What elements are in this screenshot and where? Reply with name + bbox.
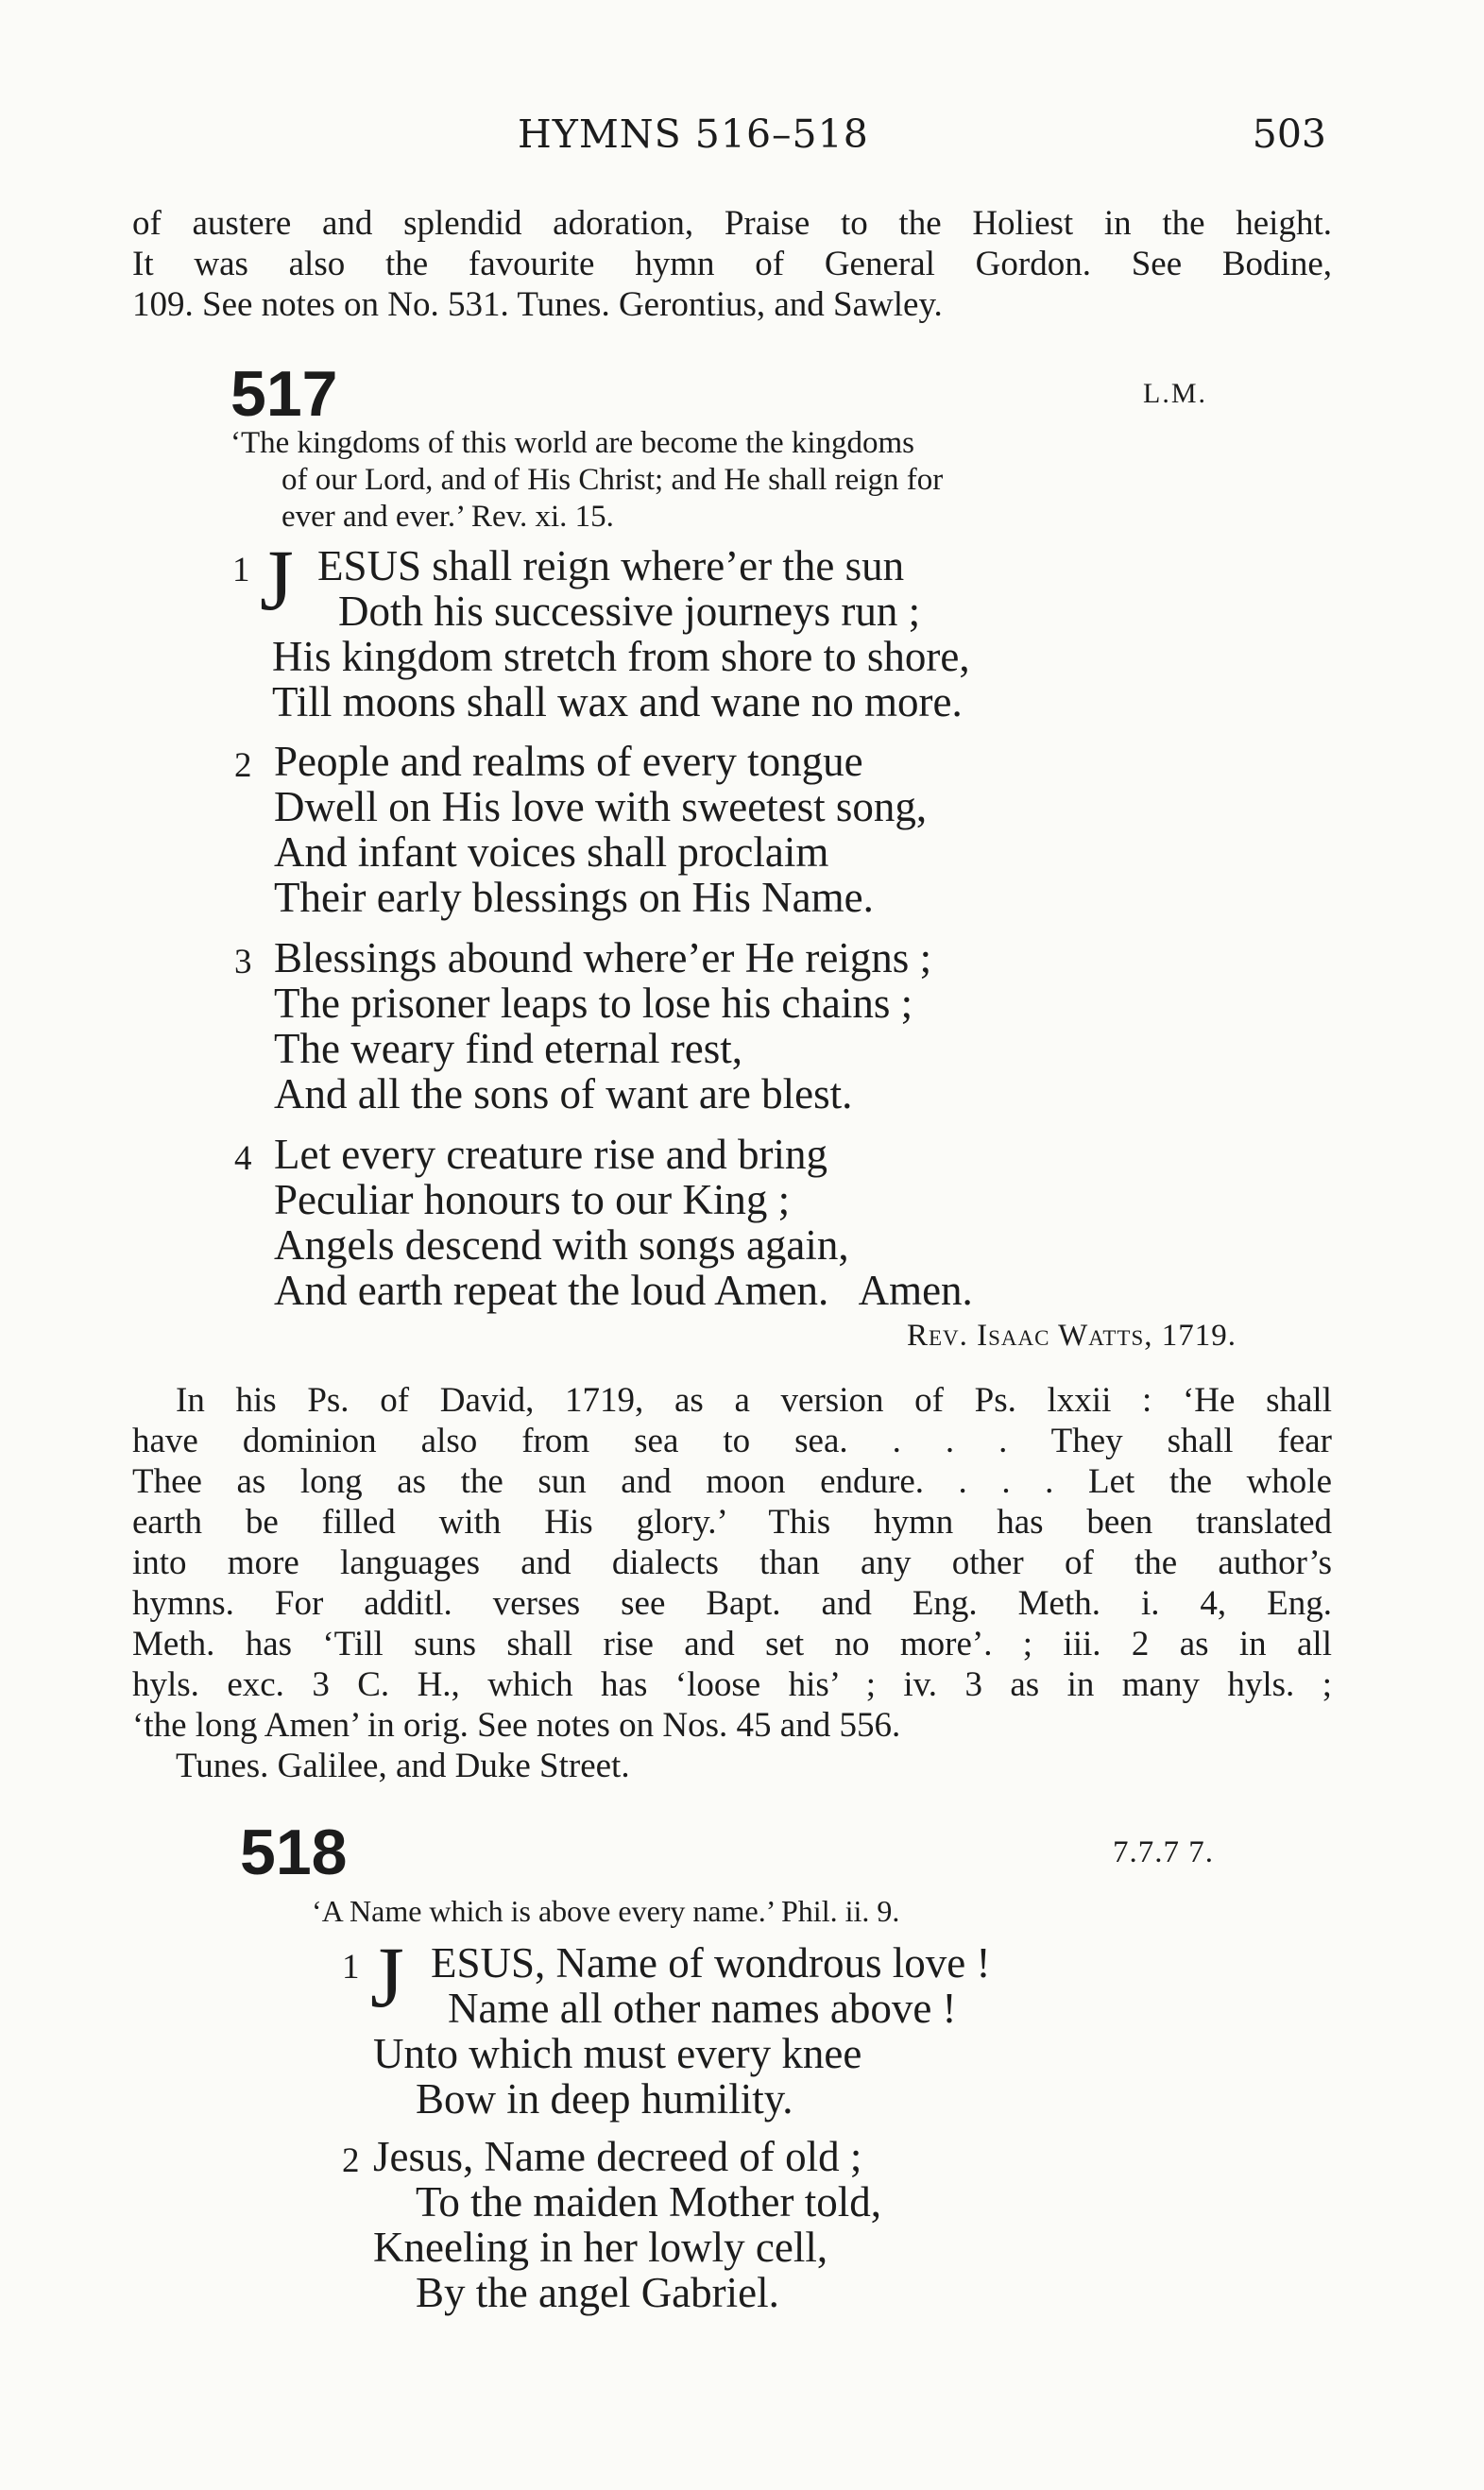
stanza-number: 1 (342, 1948, 360, 1987)
intro-note-line: It was also the favourite hymn of General Gordon. See Bodine, (132, 245, 1332, 283)
verse-line: Let every creature rise and bring (274, 1131, 827, 1178)
intro-note-line: of austere and splendid adoration, Praise to the Holiest in the height. (132, 204, 1332, 243)
verse-line: The weary find eternal rest, (274, 1025, 743, 1072)
drop-cap: J (260, 532, 294, 628)
hymn-meter: L.M. (1143, 378, 1207, 409)
note-line: Meth. has ‘Till suns shall rise and set no more’. ; iii. 2 as in all (132, 1625, 1332, 1663)
verse-line: The prisoner leaps to lose his chains ; (274, 980, 913, 1027)
stanza-number: 3 (234, 943, 252, 981)
hymn-author: Rev. Isaac Watts, 1719. (906, 1319, 1237, 1353)
epigraph-line: ever and ever.’ Rev. xi. 15. (281, 500, 614, 534)
note-line: hyls. exc. 3 C. H., which has ‘loose his’ ; iv. 3 as in many hyls. ; (132, 1665, 1332, 1704)
verse-line: Doth his successive journeys run ; (338, 588, 921, 635)
verse-line: To the maiden Mother told, (416, 2178, 882, 2226)
verse-line: And earth repeat the loud Amen. Amen. (274, 1267, 973, 1314)
verse-line: Bow in deep humility. (416, 2075, 793, 2123)
verse-line: Till moons shall wax and wane no more. (272, 678, 963, 725)
note-line: have dominion also from sea to sea. . . . They shall fear (132, 1422, 1332, 1460)
drop-cap: J (370, 1929, 404, 2025)
epigraph-line: of our Lord, and of His Christ; and He shall reign for (281, 463, 944, 497)
verse-line: Unto which must every knee (373, 2030, 862, 2077)
stanza-number: 1 (232, 551, 250, 589)
verse-line: Jesus, Name decreed of old ; (373, 2133, 862, 2180)
note-line: earth be filled with His glory.’ This hymn has been translated (132, 1503, 1332, 1542)
stanza-number: 2 (342, 2141, 360, 2180)
stanza-number: 2 (234, 746, 252, 785)
running-title: HYMNS 516–518 (518, 111, 869, 157)
verse-line: People and realms of every tongue (274, 738, 863, 785)
verse-line: By the angel Gabriel. (416, 2269, 779, 2316)
verse-line: Peculiar honours to our King ; (274, 1176, 791, 1223)
note-line: into more languages and dialects than any other of the author’s (132, 1543, 1332, 1582)
note-line: ‘the long Amen’ in orig. See notes on Nos. 45 and 556. (132, 1706, 901, 1745)
note-line: In his Ps. of David, 1719, as a version of Ps. lxxii : ‘He shall (176, 1381, 1332, 1420)
verse-line: And all the sons of want are blest. (274, 1070, 853, 1117)
tunes-line: Tunes. Galilee, and Duke Street. (176, 1747, 630, 1785)
verse-line: Their early blessings on His Name. (274, 874, 874, 921)
verse-line: Blessings abound where’er He reigns ; (274, 934, 932, 981)
verse-line: Kneeling in her lowly cell, (373, 2224, 828, 2271)
hymn-number: 518 (240, 1816, 348, 1888)
page-number: 503 (1252, 111, 1326, 157)
verse-line: ESUS, Name of wondrous love ! (431, 1939, 991, 1987)
note-line: Thee as long as the sun and moon endure. . . . Let the whole (132, 1462, 1332, 1501)
verse-line: Angels descend with songs again, (274, 1221, 849, 1269)
stanza-number: 4 (234, 1139, 252, 1178)
hymn-number: 517 (230, 358, 338, 430)
verse-line: Dwell on His love with sweetest song, (274, 783, 928, 830)
epigraph: ‘A Name which is above every name.’ Phil. ii. 9. (312, 1894, 900, 1928)
verse-line: His kingdom stretch from shore to shore, (272, 633, 970, 680)
epigraph-line: ‘The kingdoms of this world are become the kingdoms (230, 426, 915, 460)
intro-note-line: 109. See notes on No. 531. Tunes. Gerontius, and Sawley. (132, 285, 943, 324)
verse-line: ESUS shall reign where’er the sun (317, 542, 905, 589)
note-line: hymns. For additl. verses see Bapt. and Eng. Meth. i. 4, Eng. (132, 1584, 1332, 1623)
hymn-meter: 7.7.7 7. (1113, 1835, 1214, 1869)
verse-line: And infant voices shall proclaim (274, 828, 829, 876)
verse-line: Name all other names above ! (448, 1985, 957, 2032)
